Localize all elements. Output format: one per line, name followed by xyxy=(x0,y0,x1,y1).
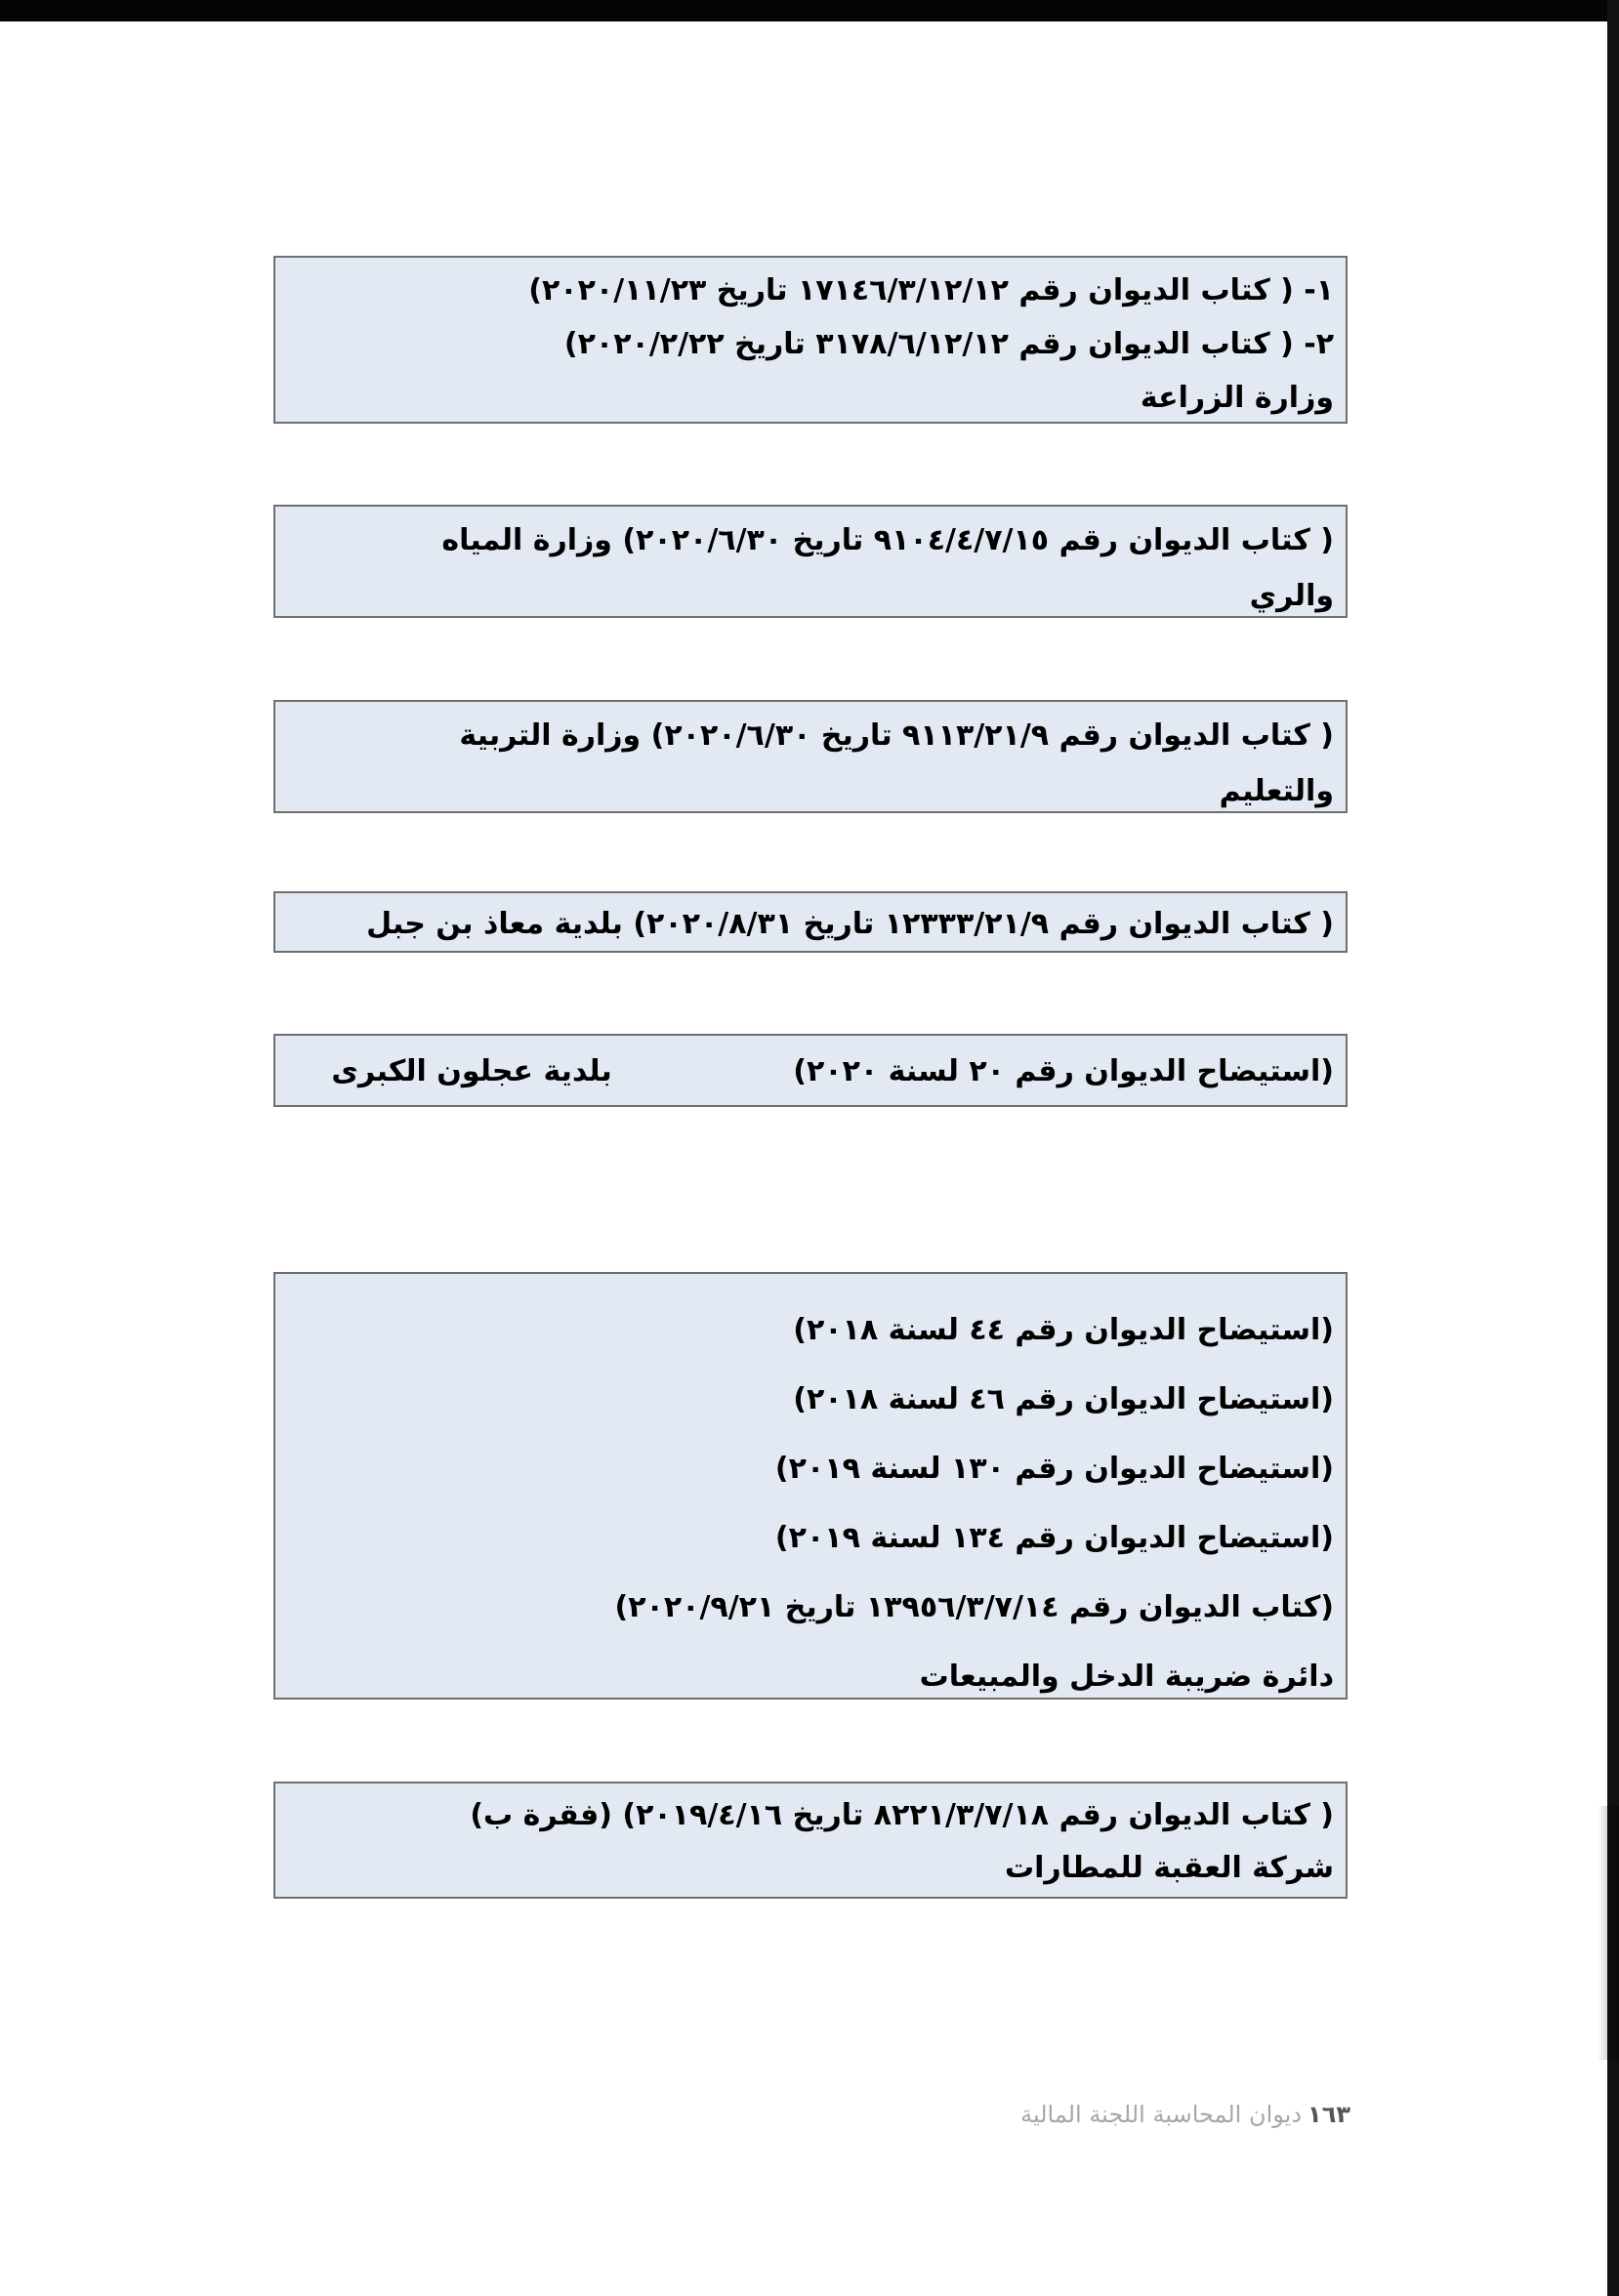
scan-edge-shadow xyxy=(1598,1806,1619,2060)
reference-box-income-tax xyxy=(273,1272,1348,1700)
organization-name: شركة العقبة للمطارات xyxy=(1004,1851,1334,1885)
reference-box-education xyxy=(273,700,1348,813)
reference-box-water xyxy=(273,505,1348,618)
reference-box-ajloun-municipality xyxy=(273,1034,1348,1107)
scan-top-border xyxy=(0,0,1619,21)
reference-box-aqaba-airports xyxy=(273,1782,1348,1899)
reference-line: ( كتاب الديوان رقم ١٢٣٣٣/٢١/٩ تاريخ ٢٠٢٠/٨/٣١) بلدية معاذ بن جبل xyxy=(366,907,1334,941)
reference-box-agriculture xyxy=(273,256,1348,424)
reference-line: ( كتاب الديوان رقم ٩١١٣/٢١/٩ تاريخ ٢٠٢٠/٦/٣٠) وزارة التربية xyxy=(459,718,1334,753)
inquiry-reference: (استيضاح الديوان رقم ١٣٤ لسنة ٢٠١٩) xyxy=(774,1521,1334,1555)
page-number: ١٦٣ xyxy=(1308,2101,1350,2128)
organization-name: بلدية عجلون الكبرى xyxy=(331,1054,612,1088)
inquiry-reference: (استيضاح الديوان رقم ٤٤ لسنة ٢٠١٨) xyxy=(793,1313,1334,1347)
inquiry-reference: (استيضاح الديوان رقم ٢٠ لسنة ٢٠٢٠) xyxy=(793,1054,1334,1088)
reference-line: ( كتاب الديوان رقم ٩١٠٤/٤/٧/١٥ تاريخ ٢٠٢٠/٦/٣٠) وزارة المياه xyxy=(441,523,1334,557)
reference-row xyxy=(287,1044,1334,1099)
reference-line: ١- ( كتاب الديوان رقم ١٧١٤٦/٣/١٢/١٢ تاريخ ٢٠٢٠/١١/٢٣) xyxy=(528,273,1334,308)
organization-name: دائرة ضريبة الدخل والمبيعات xyxy=(919,1660,1334,1694)
footer-text: ديوان المحاسبة اللجنة المالية xyxy=(1020,2101,1303,2128)
reference-line-continued: والتعليم xyxy=(1219,774,1334,808)
organization-name: وزارة الزراعة xyxy=(1140,381,1334,415)
reference-line: ( كتاب الديوان رقم ٨٢٢١/٣/٧/١٨ تاريخ ٢٠١٩/٤/١٦) (فقرة ب) xyxy=(470,1798,1334,1832)
inquiry-reference: (استيضاح الديوان رقم ١٣٠ لسنة ٢٠١٩) xyxy=(774,1452,1334,1486)
reference-line: ٢- ( كتاب الديوان رقم ٣١٧٨/٦/١٢/١٢ تاريخ ٢٠٢٠/٢/٢٢) xyxy=(563,327,1334,361)
reference-line-continued: والري xyxy=(1249,579,1334,613)
inquiry-reference: (استيضاح الديوان رقم ٤٦ لسنة ٢٠١٨) xyxy=(793,1382,1334,1416)
reference-line: (كتاب الديوان رقم ١٣٩٥٦/٣/٧/١٤ تاريخ ٢٠٢٠/٩/٢١) xyxy=(614,1590,1334,1624)
reference-box-muath-municipality xyxy=(273,891,1348,953)
page-footer xyxy=(1020,2101,1350,2128)
